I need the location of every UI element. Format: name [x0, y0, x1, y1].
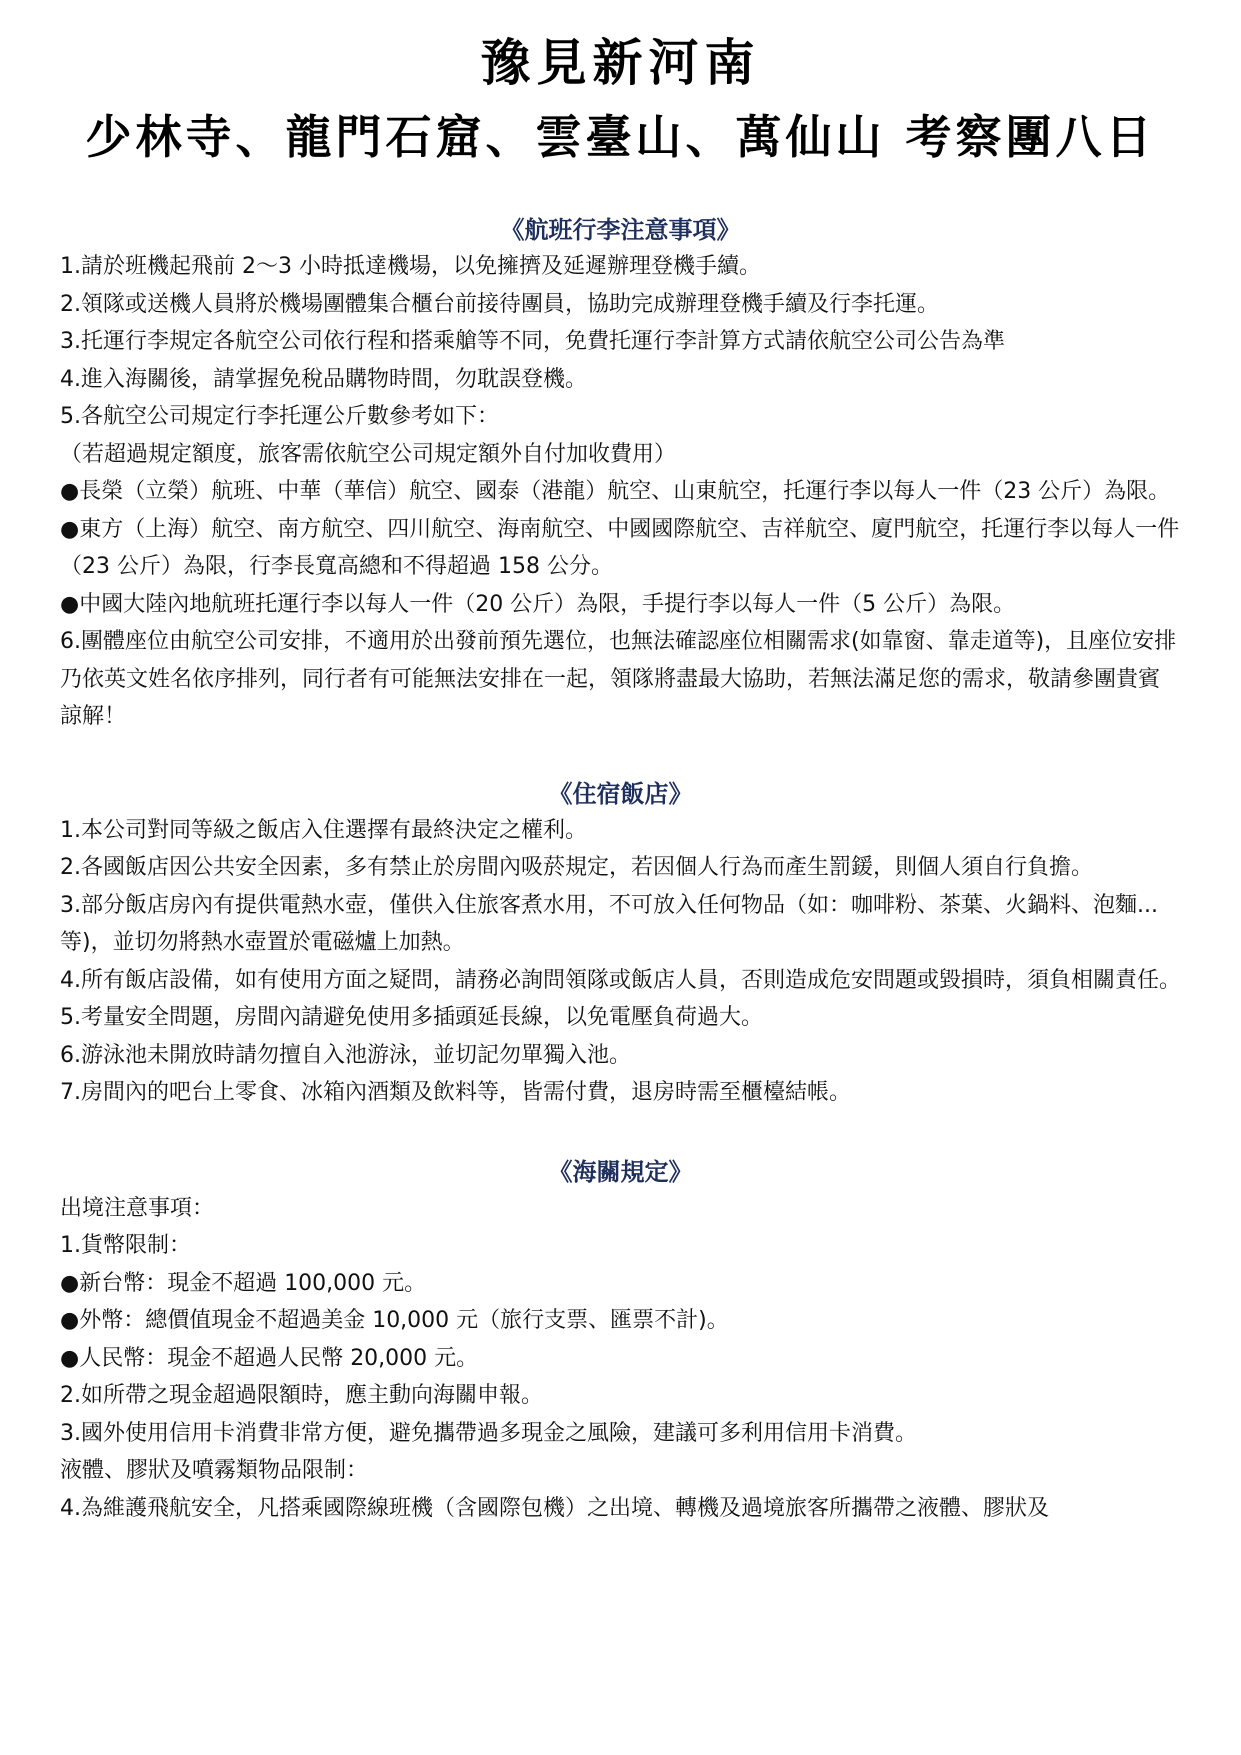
notice-line: 2.領隊或送機人員將於機場團體集合櫃台前接待團員，協助完成辦理登機手續及行李托運。 — [60, 291, 939, 317]
notice-line: ●外幣：總價值現金不超過美金 10,000 元（旅行支票、匯票不計)。 — [60, 1308, 729, 1333]
notice-line: 4.進入海關後，請掌握免稅品購物時間，勿耽誤登機。 — [60, 366, 587, 392]
notice-line: 1.本公司對同等級之飯店入住選擇有最終決定之權利。 — [60, 817, 587, 843]
notice-line: ●新台幣：現金不超過 100,000 元。 — [60, 1270, 427, 1296]
notice-line: 3.部分飯店房內有提供電熱水壺，僅供入住旅客煮水用，不可放入任何物品（如：咖啡粉、茶葉、火鍋料、泡麵...等)，並切勿將熱水壺置於電磁爐上加熱。 — [60, 892, 1158, 955]
notice-line: 2.各國飯店因公共安全因素，多有禁止於房間內吸菸規定，若因個人行為而產生罰鍰，則個人須自行負擔。 — [60, 855, 1093, 880]
section-customs — [60, 1154, 1181, 1528]
notice-line: （若超過規定額度，旅客需依航空公司規定額外自付加收費用） — [60, 441, 677, 467]
notice-line: 6.游泳池未開放時請勿擅自入池游泳，並切記勿單獨入池。 — [60, 1042, 631, 1068]
notice-line: ●東方（上海）航空、南方航空、四川航空、海南航空、中國國際航空、吉祥航空、廈門航空，托運行李以每人一件（23 公斤）為限，行李長寬高總和不得超過 158 公分。 — [60, 516, 1180, 579]
notice-line: 4.為維護飛航安全，凡搭乘國際線班機（含國際包機）之出境、轉機及過境旅客所攜帶之液體、膠狀及 — [60, 1495, 1049, 1521]
notice-line: 5.各航空公司規定行李托運公斤數參考如下： — [60, 404, 499, 429]
notice-line: 5.考量安全問題，房間內請避免使用多插頭延長線，以免電壓負荷過大。 — [60, 1005, 763, 1030]
notice-line: 4.所有飯店設備，如有使用方面之疑問，請務必詢問領隊或飯店人員，否則造成危安問題或毀損時，須負相關責任。 — [60, 967, 1181, 993]
notice-line: 液體、膠狀及噴霧類物品限制： — [60, 1458, 369, 1483]
notice-line: ●長榮（立榮）航班、中華（華信）航空、國泰（港龍）航空、山東航空，托運行李以每人一件（23 公斤）為限。 — [60, 479, 1171, 504]
notice-line: 出境注意事項： — [60, 1195, 215, 1221]
section-flight-baggage — [60, 212, 1181, 736]
notice-line: 6.團體座位由航空公司安排，不適用於出發前預先選位，也無法確認座位相關需求(如靠窗、靠走道等)，且座位安排乃依英文姓名依序排列，同行者有可能無法安排在一起，領隊將盡最大協助，若無法滿足您的需求，敬請參團貴賓諒解！ — [60, 629, 1177, 729]
section-heading: 《住宿飯店》 — [548, 779, 693, 808]
section-hotel — [60, 776, 1181, 1112]
notice-line: 2.如所帶之現金超過限額時，應主動向海關申報。 — [60, 1383, 543, 1408]
notice-line: ●中國大陸內地航班托運行李以每人一件（20 公斤）為限，手提行李以每人一件（5 公斤）為限。 — [60, 591, 1016, 617]
section-heading: 《海關規定》 — [548, 1157, 693, 1186]
document-subtitle: 少林寺、龍門石窟、雲臺山、萬仙山 考察團八日 — [85, 110, 1156, 164]
notice-line: 3.托運行李規定各航空公司依行程和搭乘艙等不同，免費托運行李計算方式請依航空公司公告為準 — [60, 329, 1005, 354]
notice-line: 7.房間內的吧台上零食、冰箱內酒類及飲料等，皆需付費，退房時需至櫃檯結帳。 — [60, 1080, 851, 1105]
document-title: 豫見新河南 — [480, 33, 761, 92]
notice-line: 1.請於班機起飛前 2～3 小時抵達機場，以免擁擠及延遲辦理登機手續。 — [60, 254, 761, 279]
notice-line: 1.貨幣限制： — [60, 1233, 191, 1258]
section-heading: 《航班行李注意事項》 — [500, 216, 741, 244]
notice-line: 3.國外使用信用卡消費非常方便，避免攜帶過多現金之風險，建議可多利用信用卡消費。 — [60, 1420, 917, 1446]
notice-line: ●人民幣：現金不超過人民幣 20,000 元。 — [60, 1345, 479, 1371]
